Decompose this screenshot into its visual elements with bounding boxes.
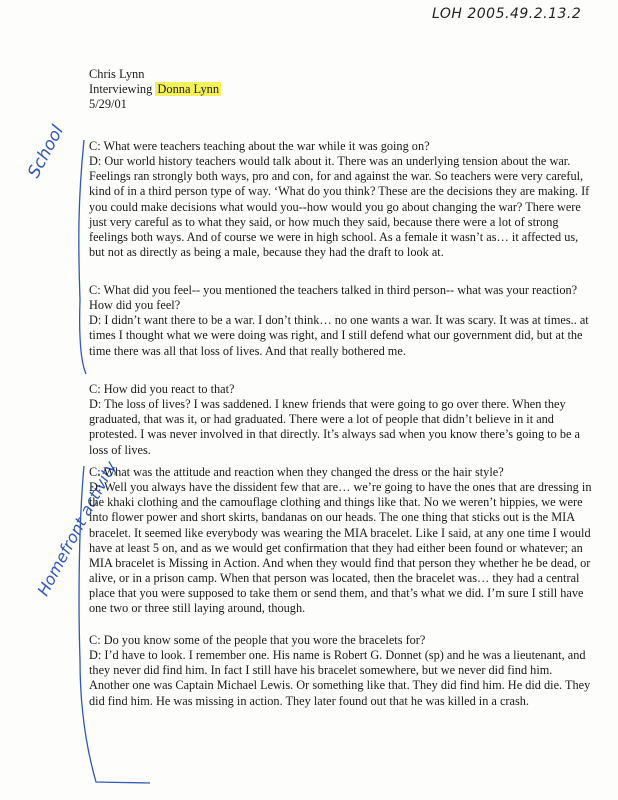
question-text: C: What were teachers teaching about the war while it was going on?: [89, 139, 430, 153]
archive-id-handwritten: LOH 2005.49.2.13.2: [432, 6, 582, 22]
qa-section: [89, 283, 593, 359]
question-text: C: Do you know some of the people that you wore the bracelets for?: [89, 633, 426, 647]
question-text: C: What was the attitude and reaction when they changed the dress or the hair style?: [89, 465, 504, 479]
interviewing-prefix: Interviewing: [89, 82, 153, 96]
question-text: C: What did you feel-- you mentioned the teachers talked in third person-- what was your reaction? How did you feel?: [89, 283, 578, 313]
answer-text: D: I didn’t want there to be a war. I don’t think… no one wants a war. It was scary. It was at times.. at times I thought what we were doing was right, and I still defend what our government did, but at the time there was all that loss of lives. And that really bothered me.: [89, 313, 589, 358]
qa-section: [89, 465, 593, 617]
interviewee-name-highlighted: Donna Lynn: [157, 82, 220, 96]
qa-section: [89, 633, 593, 709]
answer-text: D: Well you always have the dissident few that are… we’re going to have the ones that are dressing in the khaki clothing and the camouflage clothing and things like that. No we weren’t hippies, we were into flower power and short skirts, bandanas on our heads. The one thing that sticks out is the MIA bracelet. It seemed like everybody was wearing the MIA bracelet. Like I said, at any one time I would have at least 5 on, and as we would get confirmation that they had either been found or whatever; an MIA bracelet is Missing in Action. And when they would find that person they whether he be dead, or alive, or in a prison camp. When that person was located, then the bracelet was… they had a central place that you were supposed to take them or send them, and that’s what we did. I’m sure I still have one two or three still laying around, though.: [89, 480, 592, 616]
interviewer-name: Chris Lynn: [89, 67, 145, 81]
document-header: [89, 67, 221, 112]
answer-text: D: The loss of lives? I was saddened. I knew friends that were going to go over there. When they graduated, that was it, or had graduated. There were a lot of people that didn’t believe in it and protested. I was never involved in that directly. It’s always sad when you know there’s going to be a loss of lives.: [89, 397, 580, 457]
margin-note-homefront: Homefront activity: [33, 457, 121, 600]
qa-section: [89, 382, 593, 458]
margin-note-school: School: [24, 122, 69, 182]
question-text: C: How did you react to that?: [89, 382, 235, 396]
interview-date: 5/29/01: [89, 97, 127, 111]
interviewing-line: [89, 82, 221, 97]
answer-text: D: I’d have to look. I remember one. His name is Robert G. Donnet (sp) and he was a lieutenant, and they never did find him. In fact I still have his bracelet somewhere, but we never did find him. Another one was Captain Michael Lewis. Or something like that. They did find him. He did die. They did find him. He was missing in action. They later found out that he was killed in a crash.: [89, 648, 591, 708]
qa-section: [89, 139, 593, 260]
answer-text: D: Our world history teachers would talk about it. There was an underlying tension about the war. Feelings ran strongly both ways, pro and con, for and against the war. So teachers were very careful, kind of in a third person type of way. ‘What do you think? These are the decisions they are making. If you could make decisions what would you--how would you go about changing the war? There were just very careful as to what they said, or how much they said, because there were a lot of strong feelings both ways. And of course we were in high school. As a female it wasn’t as… it affected us, but not as directly as being a male, because they had the draft to look at.: [89, 154, 590, 260]
